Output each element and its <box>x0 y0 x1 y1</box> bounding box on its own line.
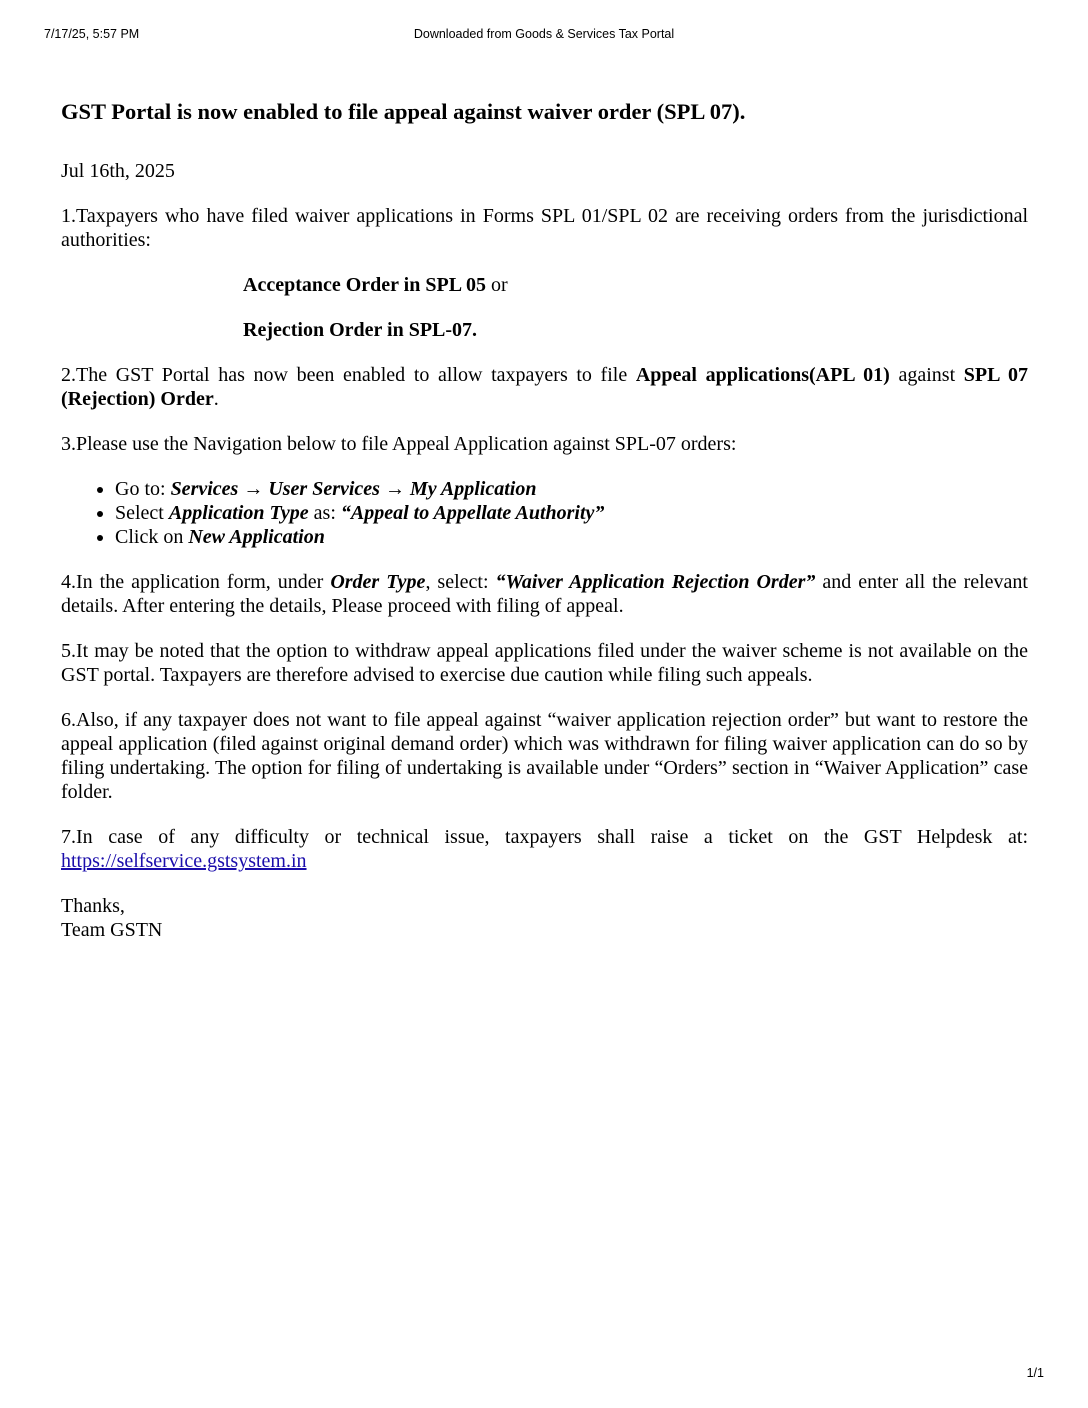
paragraph-6: 6.Also, if any taxpayer does not want to file appeal against “waiver application rejection order” but want to restore the appeal application (filed against original demand order) which was withdrawn for filing waiver application can do so by filing undertaking. The option for filing of undertaking is available under “Orders” section in “Waiver Application” case folder. <box>61 709 1028 803</box>
helpdesk-link[interactable]: https://selfservice.gstsystem.in <box>61 850 307 872</box>
p4-text-1: 4.In the application form, under <box>61 571 331 593</box>
article-title: GST Portal is now enabled to file appeal against waiver order (SPL 07). <box>61 99 746 124</box>
nav-step-prefix: Select <box>115 502 169 524</box>
p4-text-2: , select: <box>425 571 496 593</box>
signoff-thanks: Thanks, <box>61 895 125 917</box>
nav-step-value: “Appeal to Appellate Authority” <box>340 502 605 524</box>
signoff-team: Team GSTN <box>61 919 163 941</box>
nav-step <box>115 525 1028 549</box>
print-timestamp: 7/17/25, 5:57 PM <box>44 27 140 41</box>
p2-bold-2: SPL 07 (Rejection) Order <box>61 364 1028 410</box>
print-header <box>44 27 1044 45</box>
paragraph-1: 1.Taxpayers who have filed waiver applications in Forms SPL 01/SPL 02 are receiving orders from the jurisdictional authorities: <box>61 205 1028 251</box>
nav-step-prefix: Go to: <box>115 478 171 500</box>
nav-step-field: Application Type <box>168 502 309 524</box>
p4-text-3: and enter all the relevant details. After entering the details, Please proceed with filing of appeal. <box>61 571 1028 617</box>
paragraph-4 <box>61 570 1028 618</box>
paragraph-2 <box>61 363 1028 411</box>
acceptance-order-bold: Acceptance Order in SPL 05 <box>243 274 486 296</box>
print-source: Downloaded from Goods & Services Tax Portal <box>413 27 675 41</box>
acceptance-order-rest: or <box>485 274 508 296</box>
paragraph-5: 5.It may be noted that the option to withdraw appeal applications filed under the waiver scheme is not available on the GST portal. Taxpayers are therefore advised to exercise due caution while filing such appeals. <box>61 640 1028 686</box>
navigation-steps <box>61 477 1028 549</box>
nav-step <box>115 477 1028 501</box>
article <box>61 98 1028 942</box>
p2-text-2: against <box>889 364 964 386</box>
nav-step-path: Services → User Services → My Application <box>170 478 537 500</box>
p4-order-type: Order Type <box>330 571 426 593</box>
p2-bold-1: Appeal applications(APL 01) <box>635 364 890 386</box>
signoff <box>61 894 1028 942</box>
paragraph-7 <box>61 825 1028 873</box>
p2-text-1: 2.The GST Portal has now been enabled to allow taxpayers to file <box>61 364 636 386</box>
page-number: 1/1 <box>1026 1366 1044 1380</box>
p2-text-3: . <box>213 388 219 410</box>
rejection-order-bold: Rejection Order in SPL-07. <box>243 319 478 341</box>
article-date: Jul 16th, 2025 <box>61 160 175 182</box>
p7-text: 7.In case of any difficulty or technical issue, taxpayers shall raise a ticket on the GST Helpdesk at: <box>61 826 1028 848</box>
nav-step-action: New Application <box>188 526 325 548</box>
nav-step-mid: as: <box>308 502 341 524</box>
nav-step-prefix: Click on <box>115 526 189 548</box>
rejection-order-line <box>243 318 1028 342</box>
acceptance-order-line <box>243 273 1028 297</box>
paragraph-3: 3.Please use the Navigation below to file Appeal Application against SPL-07 orders: <box>61 433 737 455</box>
nav-step <box>115 501 1028 525</box>
p4-order-value: “Waiver Application Rejection Order” <box>495 571 816 593</box>
